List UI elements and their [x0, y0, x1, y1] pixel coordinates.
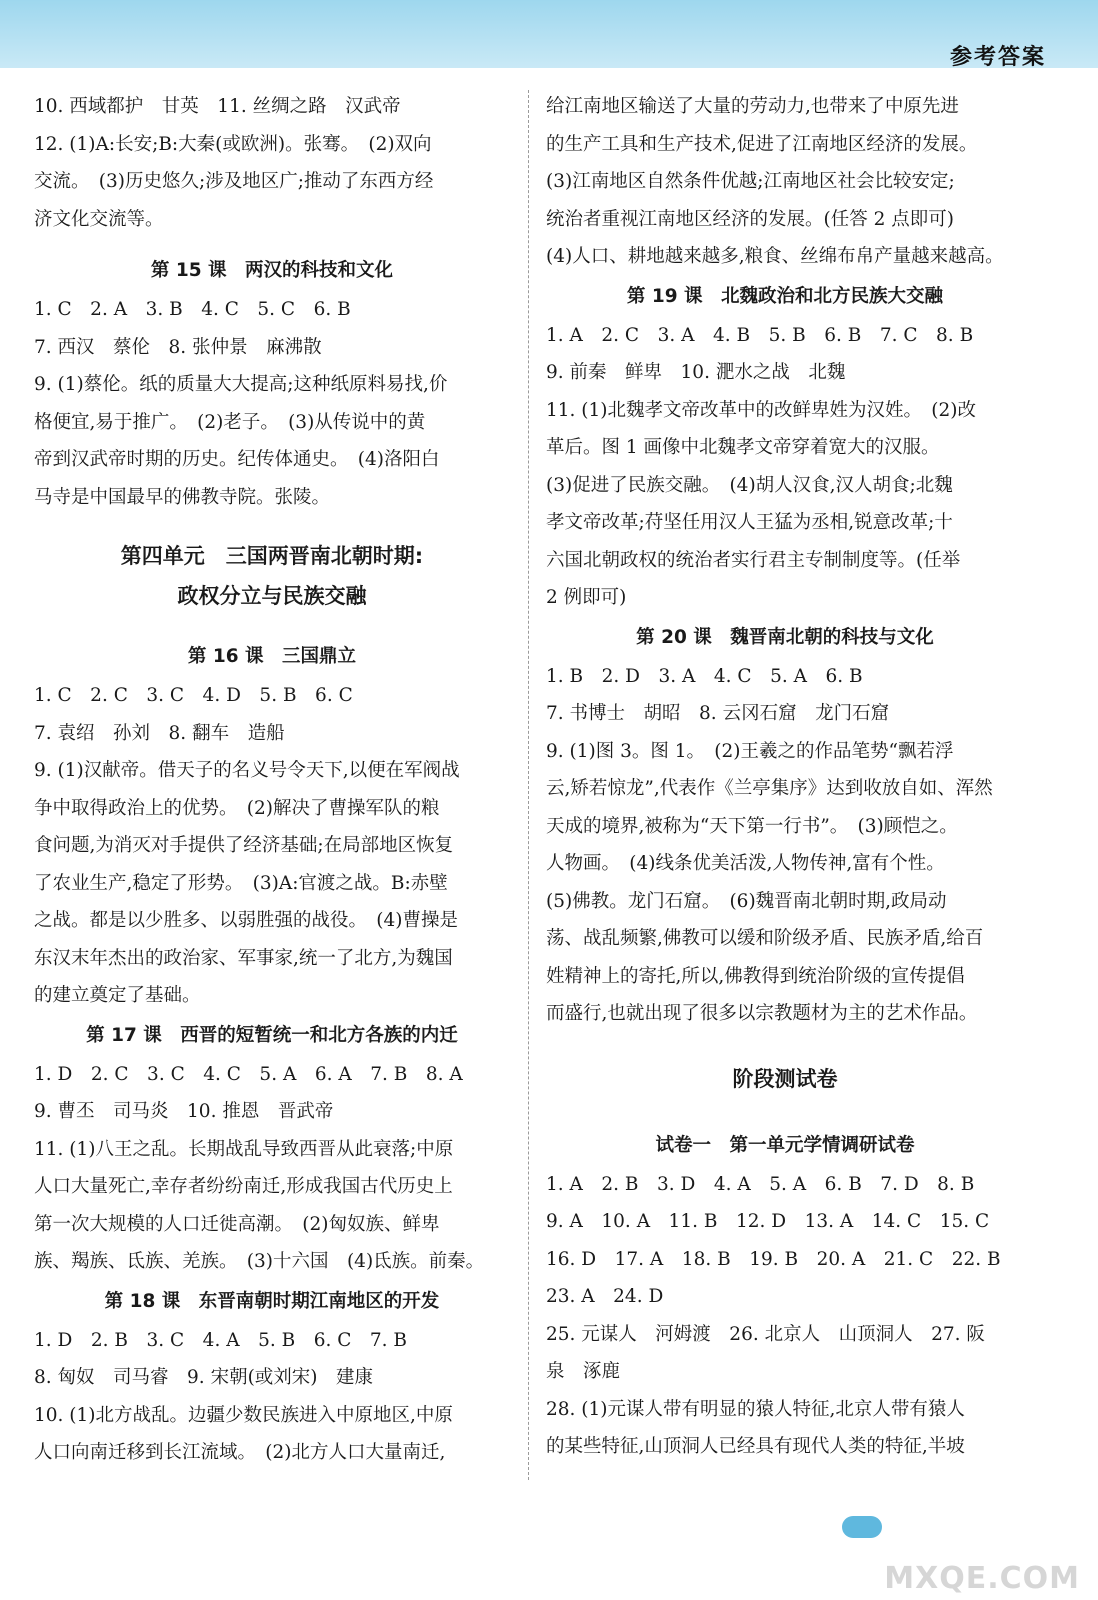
answer-line: 革后。图 1 画像中北魏孝文帝穿着宽大的汉服。	[546, 437, 940, 458]
answer-line: 的建立奠定了基础。	[34, 985, 201, 1006]
answer-line: 1. C 2. C 3. C 4. D 5. B 6. C	[34, 685, 353, 706]
page-badge-icon	[842, 1516, 882, 1538]
answer-line: 马寺是中国最早的佛教寺院。张陵。	[34, 486, 331, 508]
answer-line: 泉 涿鹿	[546, 1361, 621, 1382]
answer-line: 食问题,为消灭对手提供了经济基础;在局部地区恢复	[34, 835, 454, 856]
answer-line: (3)江南地区自然条件优越;江南地区社会比较安定;	[546, 171, 955, 192]
lesson-20-heading: 第 20 课 魏晋南北朝的科技与文化	[636, 626, 934, 648]
answer-line: 1. D 2. C 3. C 4. C 5. A 6. A 7. B 8. A	[34, 1063, 463, 1085]
answer-line: 第一次大规模的人口迁徙高潮。 (2)匈奴族、鲜卑	[34, 1213, 440, 1235]
answer-line: 人口大量死亡,幸存者纷纷南迁,形成我国古代历史上	[34, 1176, 453, 1197]
answer-line: 9. (1)蔡伦。纸的质量大大提高;这种纸原料易找,价	[34, 374, 448, 395]
answer-line: 统治者重视江南地区经济的发展。(任答 2 点即可)	[546, 208, 954, 230]
lesson-16-heading: 第 16 课 三国鼎立	[187, 646, 357, 667]
unit-4-heading-line1: 第四单元 三国两晋南北朝时期:	[120, 544, 424, 568]
answer-line: (3)促进了民族交融。 (4)胡人汉食,汉人胡食;北魏	[546, 474, 953, 496]
answer-line: 云,矫若惊龙”,代表作《兰亭集序》达到收放自如、浑然	[546, 778, 993, 799]
answer-line: 人口向南迁移到长江流域。 (2)北方人口大量南迁,	[34, 1442, 446, 1463]
lesson-18-heading: 第 18 课 东晋南朝时期江南地区的开发	[104, 1290, 440, 1312]
answer-line: 12. (1)A:长安;B:大秦(或欧洲)。张骞。 (2)双向	[34, 133, 432, 155]
answer-line: 1. C 2. A 3. B 4. C 5. C 6. B	[34, 299, 351, 320]
answer-line: 8. 匈奴 司马睿 9. 宋朝(或刘宋) 建康	[34, 1367, 373, 1388]
answer-line: 的某些特征,山顶洞人已经具有现代人类的特征,半坡	[546, 1436, 965, 1457]
answer-line: 23. A 24. D	[546, 1286, 664, 1307]
answer-line: 六国北朝政权的统治者实行君主专制制度等。(任举	[546, 549, 961, 571]
header-band	[0, 0, 1098, 68]
answer-line: 之战。都是以少胜多、以弱胜强的战役。 (4)曹操是	[34, 910, 458, 931]
test-1-heading: 试卷一 第一单元学情调研试卷	[655, 1134, 915, 1156]
answer-line: 1. D 2. B 3. C 4. A 5. B 6. C 7. B	[34, 1329, 408, 1351]
answer-line: 的生产工具和生产技术,促进了江南地区经济的发展。	[546, 133, 978, 155]
answer-line: 东汉末年杰出的政治家、军事家,统一了北方,为魏国	[34, 947, 453, 969]
answer-line: 28. (1)元谋人带有明显的猿人特征,北京人带有猿人	[546, 1398, 965, 1420]
answer-line: 族、羯族、氐族、羌族。 (3)十六国 (4)氐族。前秦。	[34, 1251, 485, 1272]
answer-line: 7. 袁绍 孙刘 8. 翻车 造船	[34, 722, 285, 744]
answer-line: 争中取得政治上的优势。 (2)解决了曹操军队的粮	[34, 797, 440, 819]
stage-test-heading: 阶段测试卷	[732, 1066, 838, 1091]
answer-line: 9. 前秦 鲜卑 10. 淝水之战 北魏	[546, 362, 846, 383]
unit-4-heading-line2: 政权分立与民族交融	[177, 584, 367, 608]
answer-line: 1. A 2. B 3. D 4. A 5. A 6. B 7. D 8. B	[546, 1173, 975, 1195]
answer-line: 2 例即可)	[546, 587, 627, 608]
answer-line: 天成的境界,被称为“天下第一行书”。 (3)顾恺之。	[546, 815, 958, 837]
answer-line: 11. (1)八王之乱。长期战乱导致西晋从此衰落;中原	[34, 1138, 454, 1160]
answer-line: 了农业生产,稳定了形势。 (3)A:官渡之战。B:赤壁	[34, 872, 448, 894]
answer-line: 10. 西域都护 甘英 11. 丝绸之路 汉武帝	[34, 96, 401, 117]
answer-line: 人物画。 (4)线条优美活泼,人物传神,富有个性。	[546, 853, 945, 874]
answer-line: 济文化交流等。	[34, 208, 164, 230]
answer-line: 孝文帝改革;苻坚任用汉人王猛为丞相,锐意改革;十	[546, 512, 953, 533]
answer-line: 9. 曹丕 司马炎 10. 推恩 晋武帝	[34, 1101, 334, 1122]
lesson-15-heading: 第 15 课 两汉的科技和文化	[150, 260, 394, 281]
answer-line: 姓精神上的寄托,所以,佛教得到统治阶级的宣传提倡	[546, 965, 965, 987]
answer-line: 16. D 17. A 18. B 19. B 20. A 21. C 22. B	[546, 1248, 1001, 1270]
answer-line: 10. (1)北方战乱。边疆少数民族进入中原地区,中原	[34, 1404, 453, 1426]
left-column	[34, 88, 510, 1472]
answer-line: 荡、战乱频繁,佛教可以缓和阶级矛盾、民族矛盾,给百	[546, 928, 984, 949]
answer-line: (5)佛教。龙门石窟。 (6)魏晋南北朝时期,政局动	[546, 890, 947, 912]
answer-line: 1. B 2. D 3. A 4. C 5. A 6. B	[546, 665, 863, 687]
lesson-17-heading: 第 17 课 西晋的短暂统一和北方各族的内迁	[86, 1024, 458, 1046]
page-section-title: 参考答案	[949, 45, 1046, 70]
column-divider	[528, 90, 529, 1480]
answer-line: 9. (1)汉献帝。借天子的名义号令天下,以便在军阀战	[34, 760, 460, 781]
right-column	[546, 88, 1024, 1466]
answer-line: 格便宜,易于推广。 (2)老子。 (3)从传说中的黄	[34, 411, 426, 433]
answer-line: 7. 西汉 蔡伦 8. 张仲景 麻沸散	[34, 336, 322, 358]
answer-line: 25. 元谋人 河姆渡 26. 北京人 山顶洞人 27. 阪	[546, 1323, 985, 1345]
answer-line: 1. A 2. C 3. A 4. B 5. B 6. B 7. C 8. B	[546, 324, 974, 346]
lesson-19-heading: 第 19 课 北魏政治和北方民族大交融	[626, 285, 944, 307]
answer-line: 11. (1)北魏孝文帝改革中的改鲜卑姓为汉姓。 (2)改	[546, 399, 976, 421]
answer-line: 7. 书博士 胡昭 8. 云冈石窟 龙门石窟	[546, 703, 890, 724]
answer-line: 而盛行,也就出现了很多以宗教题材为主的艺术作品。	[546, 1003, 978, 1024]
watermark-logo: MXQE.COM	[884, 1561, 1080, 1596]
answer-line: 9. A 10. A 11. B 12. D 13. A 14. C 15. C	[546, 1211, 990, 1232]
answer-line: 9. (1)图 3。图 1。 (2)王羲之的作品笔势“飘若浮	[546, 740, 954, 762]
answer-line: 帝到汉武帝时期的历史。纪传体通史。 (4)洛阳白	[34, 449, 440, 470]
answer-line: (4)人口、耕地越来越多,粮食、丝绵布帛产量越来越高。	[546, 246, 1004, 267]
answer-line: 给江南地区输送了大量的劳动力,也带来了中原先进	[546, 96, 959, 117]
answer-line: 交流。 (3)历史悠久;涉及地区广;推动了东西方经	[34, 171, 434, 192]
